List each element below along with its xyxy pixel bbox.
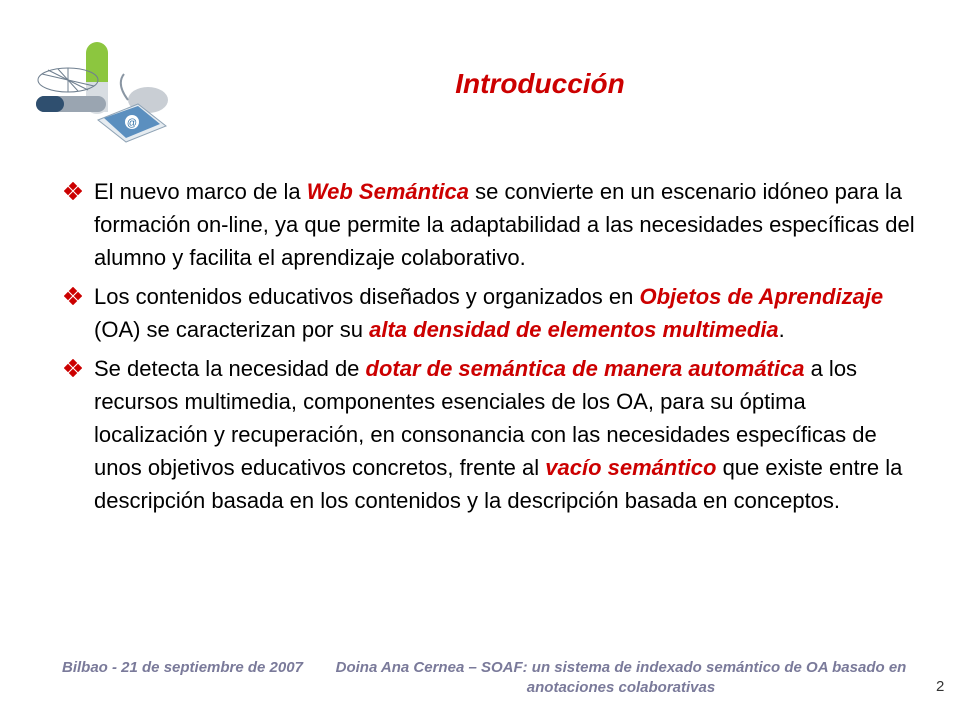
highlight-term: Web Semántica — [306, 179, 469, 204]
bullet-text-part: Se detecta la necesidad de — [94, 356, 366, 381]
bullet-text-part: El nuevo marco de la — [94, 179, 307, 204]
highlight-term: alta densidad de elementos multimedia — [369, 317, 779, 342]
slide-title: Introducción — [455, 68, 625, 99]
svg-text:@: @ — [126, 118, 138, 129]
highlight-term: vacío semántico — [545, 455, 717, 480]
highlight-term: Objetos de Aprendizaje — [639, 284, 884, 309]
bullet-text-part: a los recursos multimedia, componentes esenciales de los OA, para su óptima localización y recuperación, en consonancia con las necesidades específicas de unos objetivos educativos concretos, frente al — [94, 356, 877, 480]
bullet-item — [64, 352, 924, 517]
bullet-item — [64, 280, 924, 346]
pills-mouse-book-logo — [28, 34, 188, 146]
bullet-text-part: que existe entre la descripción basada en los contenidos y la descripción basada en conceptos. — [94, 455, 903, 513]
bullet-text-part: (OA) se caracterizan por su — [94, 317, 370, 342]
diamond-bullet-icon — [64, 287, 82, 305]
bullet-list — [64, 175, 924, 523]
bullet-text-part: se convierte en un escenario idóneo para la formación on-line, ya que permite la adaptabilidad a las necesidades específicas del alumno y facilita el aprendizaje colaborativo. — [94, 179, 915, 270]
footer-author-title: Doina Ana Cernea – SOAF: un sistema de indexado semántico de OA basado en anotaciones colaborativas — [335, 659, 907, 696]
bullet-item — [64, 175, 924, 274]
page-number: 2 — [936, 678, 945, 695]
diamond-bullet-icon — [64, 359, 82, 377]
diamond-bullet-icon — [64, 182, 82, 200]
bullet-text-part: Los contenidos educativos diseñados y organizados en — [94, 284, 640, 309]
footer-location-date: Bilbao - 21 de septiembre de 2007 — [62, 659, 303, 676]
bullet-text-part: . — [778, 317, 785, 342]
highlight-term: dotar de semántica de manera automática — [365, 356, 805, 381]
